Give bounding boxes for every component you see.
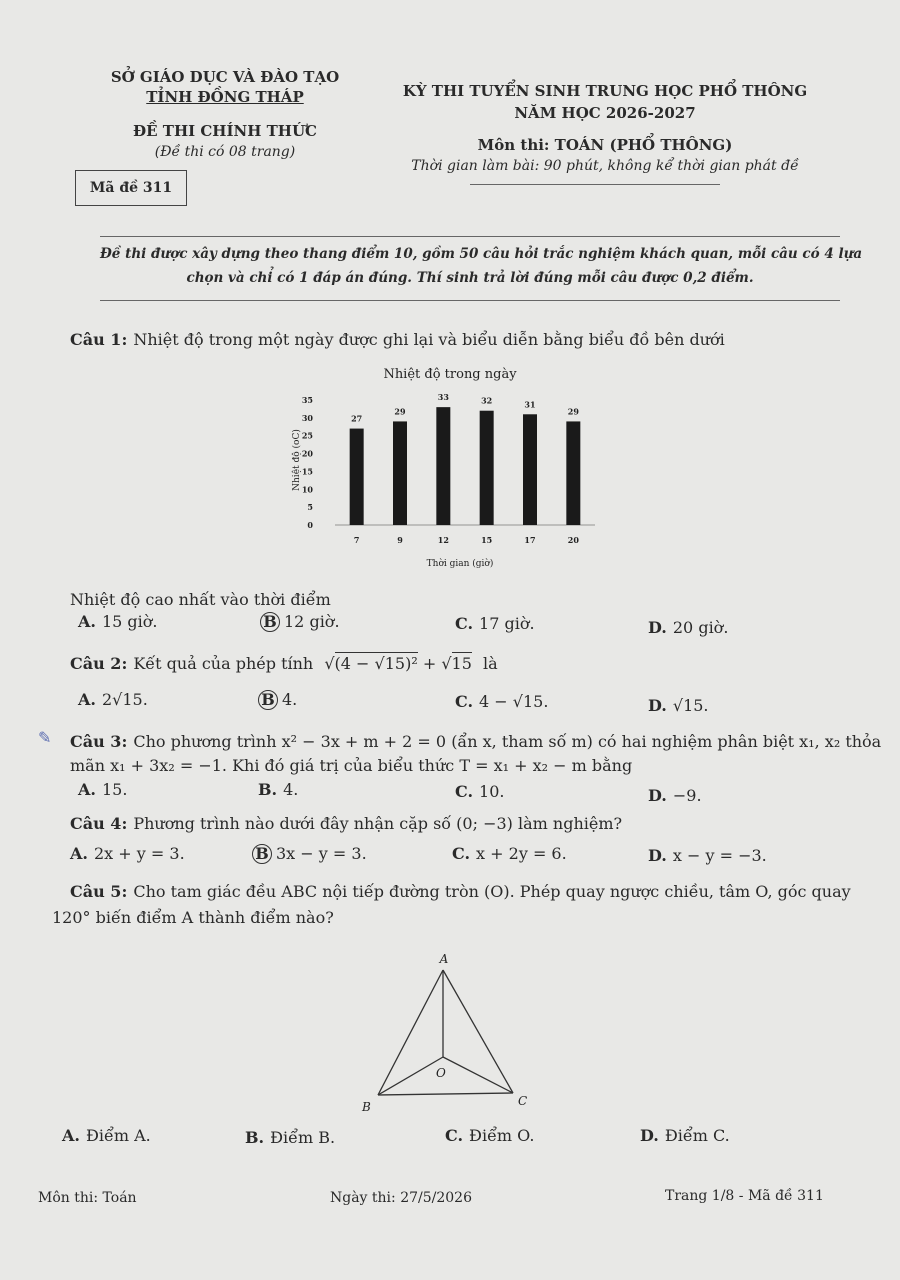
q5-option-d[interactable]: [640, 1126, 730, 1145]
y-tick-label-6: 30: [301, 412, 313, 423]
q2-option-a-text: 2√15.: [101, 690, 148, 709]
question-3-line1: Cho phương trình x² − 3x + m + 2 = 0 (ẩn x, tham số m) có hai nghiệm phân biệt x₁, x₂ thỏa: [133, 732, 882, 751]
q1-option-d-label: D.: [648, 618, 667, 637]
q2-option-c[interactable]: [455, 692, 548, 711]
q4-option-d-label: D.: [648, 846, 667, 865]
q1-option-a-label: A.: [78, 612, 96, 631]
chart-y-axis-label: Nhiệt độ (oC): [292, 429, 302, 491]
q3-option-c-label: C.: [455, 782, 474, 801]
question-1-text: Nhiệt độ trong một ngày được ghi lại và biểu diễn bằng biểu đồ bên dưới: [133, 330, 725, 349]
bar-12: [436, 407, 450, 525]
question-5-label: Câu 5:: [70, 882, 128, 901]
pen-mark-icon: ✎: [38, 728, 52, 747]
q3-option-c[interactable]: [455, 782, 504, 801]
q1-option-a[interactable]: [78, 612, 158, 631]
q3-option-b-label: B.: [258, 780, 278, 799]
school-year: NĂM HỌC 2026-2027: [514, 104, 696, 122]
q4-option-c[interactable]: [452, 844, 567, 863]
temperature-chart: [285, 360, 620, 580]
q5-option-b-text: Điểm B.: [270, 1128, 336, 1147]
bar-7: [350, 429, 364, 525]
official-label: ĐỀ THI CHÍNH THỨC: [133, 122, 317, 140]
q1-option-d-text: 20 giờ.: [672, 618, 729, 637]
q5-option-d-label: D.: [640, 1126, 659, 1145]
q4-option-a-text: 2x + y = 3.: [93, 844, 185, 863]
bar-9: [393, 421, 407, 525]
q4-option-b-text: 3x − y = 3.: [276, 844, 367, 863]
side-bc: [378, 1093, 513, 1095]
q3-option-a[interactable]: [78, 780, 127, 799]
triangle-figure: [340, 945, 560, 1115]
q3-option-c-text: 10.: [479, 782, 505, 801]
data-label-7: 27: [351, 413, 363, 424]
question-5-line1: Cho tam giác đều ABC nội tiếp đường tròn (O). Phép quay ngược chiều, tâm O, góc quay: [133, 882, 851, 901]
q5-option-a-text: Điểm A.: [85, 1126, 151, 1145]
y-tick-label-0: 0: [307, 520, 313, 530]
q5-option-d-text: Điểm C.: [664, 1126, 730, 1145]
q2-option-a-label: A.: [78, 690, 96, 709]
instructions-line2: chọn và chỉ có 1 đáp án đúng. Thí sinh trả lời đúng mỗi câu được 0,2 điểm.: [186, 270, 754, 286]
chart-x-axis-label: Thời gian (giờ): [426, 559, 494, 569]
q2-option-d-label: D.: [648, 696, 667, 715]
question-5-line2: 120° biến điểm A thành điểm nào?: [52, 908, 334, 927]
q1-option-d[interactable]: [648, 618, 728, 637]
instructions-bottom-rule: [100, 300, 840, 301]
data-label-20: 29: [567, 406, 579, 417]
instructions-top-rule: [100, 236, 840, 237]
chart-title: Nhiệt độ trong ngày: [383, 367, 517, 382]
question-3: [70, 732, 881, 751]
vertex-b-label: B: [362, 1100, 371, 1114]
exam-code-box: Mã đề 311: [75, 170, 187, 206]
q5-option-b[interactable]: [245, 1128, 335, 1147]
subject-line: Môn thi: TOÁN (PHỔ THÔNG): [477, 136, 733, 154]
question-1-label: Câu 1:: [70, 330, 128, 349]
q5-option-a-label: A.: [62, 1126, 80, 1145]
exam-title: KỲ THI TUYỂN SINH TRUNG HỌC PHỔ THÔNG: [402, 82, 808, 100]
q3-option-d[interactable]: [648, 786, 702, 805]
question-4-text: Phương trình nào dưới đây nhận cặp số (0; −3) làm nghiệm?: [133, 814, 623, 833]
question-3-label: Câu 3:: [70, 732, 128, 751]
data-label-17: 31: [524, 399, 536, 410]
q2-option-b-label: B: [258, 690, 278, 710]
question-1: [70, 330, 725, 349]
x-tick-label-20: 20: [567, 535, 579, 545]
q4-option-d[interactable]: [648, 846, 767, 865]
q1-option-b-text: 12 giờ.: [284, 612, 340, 631]
q2-option-a[interactable]: [78, 690, 148, 709]
data-label-9: 29: [394, 406, 406, 417]
q4-option-c-label: C.: [452, 844, 471, 863]
y-tick-label-5: 25: [301, 430, 313, 441]
footer-page: Trang 1/8 - Mã đề 311: [665, 1188, 824, 1204]
vertex-a-label: A: [439, 952, 449, 966]
q2-option-b-text: 4.: [282, 690, 298, 709]
dept-line2: TỈNH ĐỒNG THÁP: [146, 88, 304, 106]
q5-option-a[interactable]: [62, 1126, 151, 1145]
q2-option-d[interactable]: [648, 696, 709, 715]
question-2-label: Câu 2:: [70, 654, 128, 673]
footer-date: Ngày thi: 27/5/2026: [330, 1190, 472, 1206]
question-5: [70, 882, 851, 901]
question-4: [70, 814, 622, 833]
center-o-label: O: [436, 1066, 446, 1080]
x-tick-label-17: 17: [524, 535, 536, 545]
question-2-suffix: là: [482, 654, 498, 673]
bar-15: [480, 411, 494, 525]
y-tick-label-4: 20: [301, 448, 313, 459]
q1-option-c-label: C.: [455, 614, 474, 633]
question-2: [70, 652, 498, 676]
pages-note: (Đề thi có 08 trang): [154, 144, 296, 160]
q4-option-c-text: x + 2y = 6.: [476, 844, 567, 863]
data-label-15: 32: [481, 395, 493, 406]
q4-option-a[interactable]: [70, 844, 185, 863]
vertex-c-label: C: [518, 1094, 528, 1108]
q4-option-a-label: A.: [70, 844, 88, 863]
q2-option-b[interactable]: [258, 690, 297, 710]
q3-option-d-text: −9.: [672, 786, 702, 805]
q5-option-b-label: B.: [245, 1128, 265, 1147]
y-tick-label-7: 35: [301, 395, 313, 405]
q1-option-c[interactable]: [455, 614, 535, 633]
header-divider: [470, 184, 720, 185]
instructions-line1: Đề thi được xây dựng theo thang điểm 10, gồm 50 câu hỏi trắc nghiệm khách quan, mỗi câu có 4 lựa: [100, 246, 863, 262]
q5-option-c-text: Điểm O.: [469, 1126, 535, 1145]
y-tick-label-1: 5: [307, 502, 313, 513]
q4-option-b-label: B: [252, 844, 272, 864]
q4-option-d-text: x − y = −3.: [672, 846, 767, 865]
q2-option-d-text: √15.: [672, 696, 709, 715]
q3-option-a-text: 15.: [101, 780, 128, 799]
q2-option-c-label: C.: [455, 692, 474, 711]
question-1-prompt: Nhiệt độ cao nhất vào thời điểm: [70, 590, 331, 609]
q3-option-a-label: A.: [78, 780, 96, 799]
q4-option-b[interactable]: [252, 844, 367, 864]
q2-option-c-text: 4 − √15.: [479, 692, 549, 711]
y-tick-label-3: 15: [301, 466, 313, 477]
q1-option-b[interactable]: [260, 612, 340, 632]
x-tick-label-9: 9: [397, 535, 403, 545]
data-label-12: 33: [437, 392, 449, 403]
q1-option-a-text: 15 giờ.: [101, 612, 158, 631]
question-2-text: Kết quả của phép tính: [133, 654, 314, 673]
question-4-label: Câu 4:: [70, 814, 128, 833]
question-3-line2: mãn x₁ + 3x₂ = −1. Khi đó giá trị của biểu thức T = x₁ + x₂ − m bằng: [70, 756, 633, 775]
x-tick-label-15: 15: [481, 535, 493, 545]
footer-subject: Môn thi: Toán: [38, 1190, 137, 1206]
q1-option-c-text: 17 giờ.: [479, 614, 535, 633]
y-tick-label-2: 10: [301, 484, 313, 495]
q3-option-b-text: 4.: [283, 780, 299, 799]
bar-20: [566, 421, 580, 525]
dept-line1: SỞ GIÁO DỤC VÀ ĐÀO TẠO: [110, 68, 340, 86]
x-tick-label-7: 7: [353, 535, 360, 545]
question-2-expression: √(4 − √15)² + √15: [324, 654, 472, 673]
time-line: Thời gian làm bài: 90 phút, không kể thời gian phát đề: [411, 158, 799, 174]
bar-17: [523, 414, 537, 525]
q3-option-b[interactable]: [258, 780, 298, 799]
q1-option-b-label: B: [260, 612, 280, 632]
q3-option-d-label: D.: [648, 786, 667, 805]
q5-option-c[interactable]: [445, 1126, 534, 1145]
q5-option-c-label: C.: [445, 1126, 464, 1145]
x-tick-label-12: 12: [437, 535, 449, 545]
